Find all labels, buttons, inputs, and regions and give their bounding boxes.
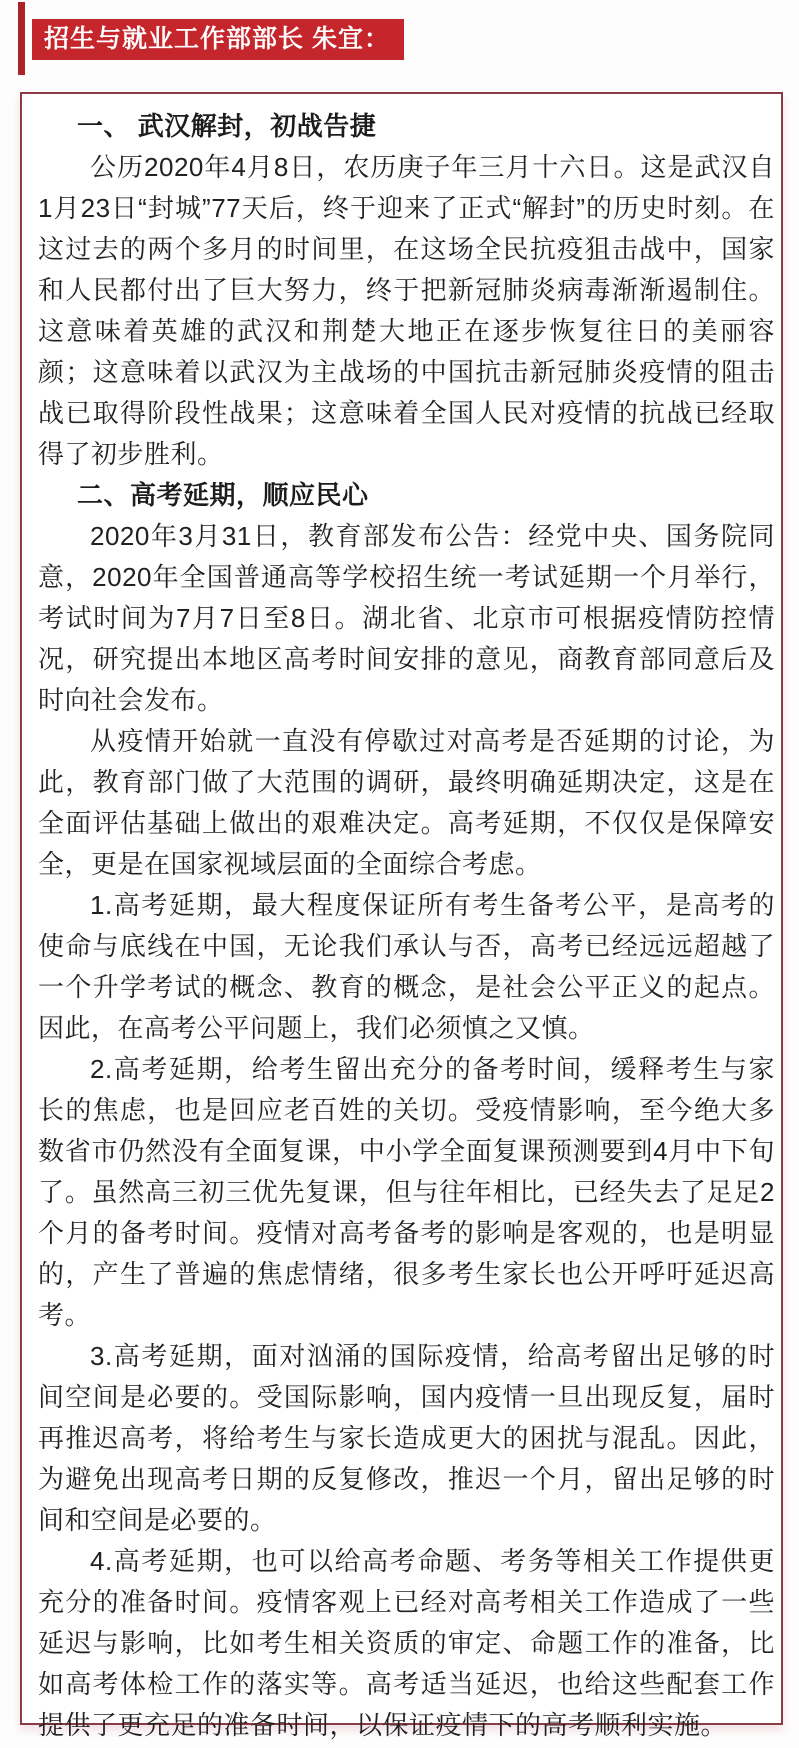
section-2-point-2: 2.高考延期，给考生留出充分的备考时间，缓释考生与家长的焦虑，也是回应老百姓的关切。受疫情影响，至今绝大多数省市仍然没有全面复课，中小学全面复课预测要到4月中下旬了。虽然高三初三优先复课，但与往年相比，已经失去了足足2个月的备考时间。疫情对高考备考的影响是客观的，也是明显的，产生了普遍的焦虑情绪，很多考生家长也公开呼吁延迟高考。: [38, 1054, 775, 1330]
section-2-point-4: 4.高考延期，也可以给高考命题、考务等相关工作提供更充分的准备时间。疫情客观上已经对高考相关工作造成了一些延迟与影响，比如考生相关资质的审定、命题工作的准备，比如高考体检工作的落实等。高考适当延迟，也给这些配套工作提供了更充足的准备时间，以保证疫情下的高考顺利实施。: [38, 1546, 775, 1740]
section-2-point-1: 1.高考延期，最大程度保证所有考生备考公平，是高考的使命与底线在中国，无论我们承认与否，高考已经远远超越了一个升学考试的概念、教育的概念，是社会公平正义的起点。因此，在高考公平问题上，我们必须慎之又慎。: [38, 890, 775, 1043]
vertical-bar-icon: [399, 19, 403, 60]
header-accent-line: [18, 2, 25, 75]
section-1-heading: 一、 武汉解封，初战告捷: [77, 111, 377, 141]
article-box: [20, 92, 783, 1740]
section-1-paragraph-1: 公历2020年4月8日，农历庚子年三月十六日。这是武汉自1月23日“封城”77天后，终于迎来了正式“解封”的历史时刻。在这过去的两个多月的时间里，在这场全民抗疫狙击战中，国家和人民都付出了巨大努力，终于把新冠肺炎病毒渐渐遏制住。这意味着英雄的武汉和荆楚大地正在逐步恢复往日的美丽容颜；这意味着以武汉为主战场的中国抗击新冠肺炎疫情的阻击战已取得阶段性战果；这意味着全国人民对疫情的抗战已经取得了初步胜利。: [38, 152, 775, 469]
speaker-badge: [32, 19, 404, 60]
speaker-badge-label: 招生与就业工作部部长 朱宜：: [44, 25, 390, 53]
header-double-bars-decoration: [391, 19, 403, 60]
section-2-paragraph-2: 从疫情开始就一直没有停歇过对高考是否延期的讨论，为此，教育部门做了大范围的调研，最终明确延期决定，这是在全面评估基础上做出的艰难决定。高考延期，不仅仅是保障安全，更是在国家视域层面的全面综合考虑。: [38, 726, 775, 879]
section-2-point-3: 3.高考延期，面对汹涌的国际疫情，给高考留出足够的时间空间是必要的。受国际影响，国内疫情一旦出现反复，届时再推迟高考，将给考生与家长造成更大的困扰与混乱。因此，为避免出现高考日期的反复修改，推迟一个月，留出足够的时间和空间是必要的。: [38, 1341, 775, 1535]
section-2-heading: 二、高考延期，顺应民心: [77, 480, 369, 510]
vertical-bar-icon: [391, 19, 395, 60]
section-2-paragraph-1: 2020年3月31日，教育部发布公告：经党中央、国务院同意，2020年全国普通高等学校招生统一考试延期一个月举行，考试时间为7月7日至8日。湖北省、北京市可根据疫情防控情况，研究提出本地区高考时间安排的意见，商教育部同意后及时向社会发布。: [38, 521, 775, 715]
